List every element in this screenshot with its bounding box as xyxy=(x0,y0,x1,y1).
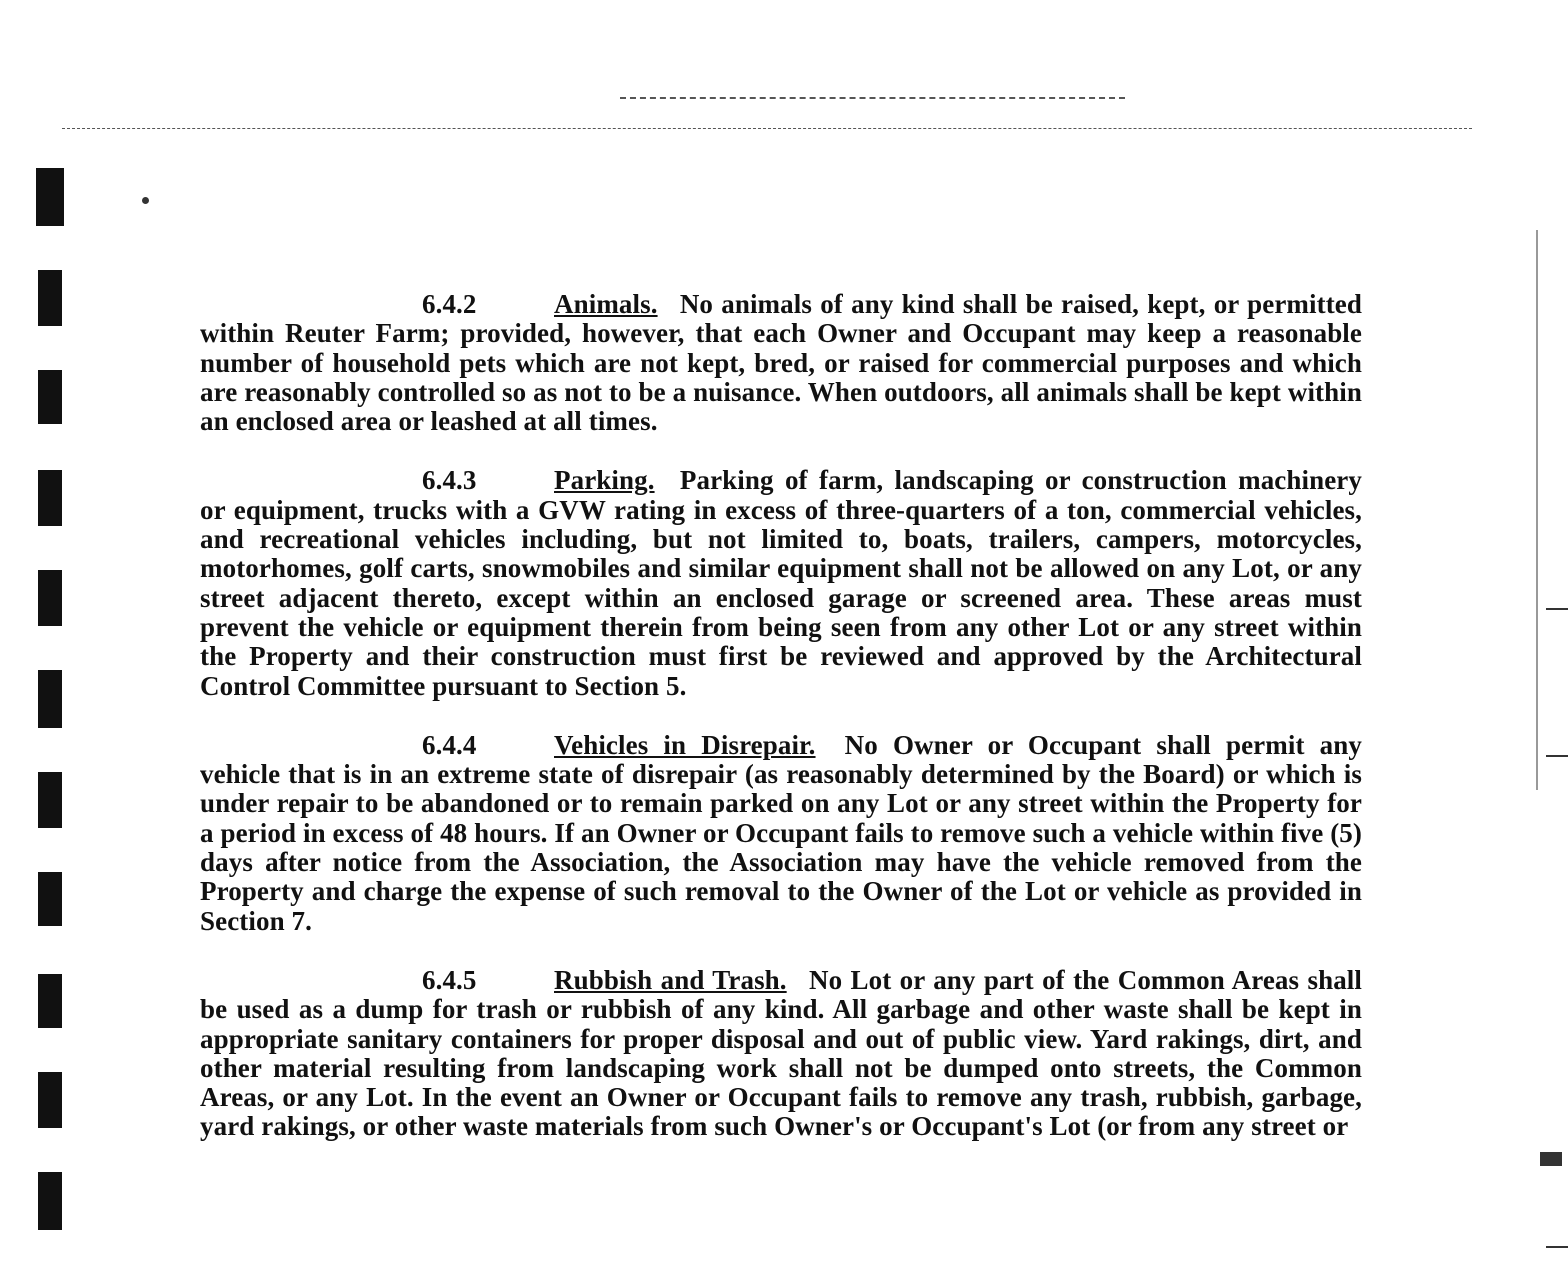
binding-mark xyxy=(38,370,62,424)
scan-top-line xyxy=(620,97,1125,99)
section-text: Parking of farm, landscaping or construction machinery or equipment, trucks with a GVW rating in excess of three-quarters of a ton, commercial vehicles, and recreational vehicles including, but not limited to, boats, trailers, campers, motorcycles, motorhomes, golf carts, snowmobiles and similar equipment shall not be allowed on any Lot, or any street adjacent thereto, except within an enclosed garage or screened area. These areas must prevent the vehicle or equipment therein from being seen from any other Lot or any street within the Property and their construction must first be reviewed and approved by the Architectural Control Committee pursuant to Section 5. xyxy=(200,465,1362,701)
section-text: No animals of any kind shall be raised, kept, or permitted within Reuter Farm; provided, however, that each Owner and Occupant may keep a reasonable number of household pets which are not kept, bred, or raised for commercial purposes and which are reasonably controlled so as not to be a nuisance. When outdoors, all animals shall be kept within an enclosed area or leashed at all times. xyxy=(200,289,1362,437)
binding-mark xyxy=(38,772,62,828)
right-edge-mark xyxy=(1540,1152,1562,1166)
binding-mark xyxy=(36,168,64,226)
binding-mark xyxy=(38,270,62,326)
speck xyxy=(142,197,149,204)
binding-mark xyxy=(38,570,62,626)
binding-mark xyxy=(38,974,62,1028)
binding-mark xyxy=(38,1172,62,1230)
section-6-4-2 xyxy=(200,290,1362,436)
section-title: Rubbish and Trash. xyxy=(554,964,787,995)
scan-header-line xyxy=(62,128,1472,129)
section-number: 6.4.5 xyxy=(422,964,477,995)
section-title: Animals. xyxy=(554,289,658,319)
section-6-4-3 xyxy=(200,466,1362,700)
section-number: 6.4.3 xyxy=(422,465,477,496)
section-6-4-4 xyxy=(200,731,1362,936)
section-text: No Lot or any part of the Common Areas shall be used as a dump for trash or rubbish of any kind. All garbage and other waste shall be kept in appropriate sanitary containers for proper disposal and out of public view. Yard rakings, dirt, and other material resulting from landscaping work shall not be dumped onto streets, the Common Areas, or any Lot. In the event an Owner or Occupant fails to remove any trash, rubbish, garbage, yard rakings, or other waste materials from such Owner's or Occupant's Lot (or from any street or xyxy=(200,964,1363,1142)
section-title: Vehicles in Disrepair. xyxy=(554,729,816,760)
right-edge-mark xyxy=(1536,230,1538,790)
binding-mark xyxy=(38,670,62,728)
section-6-4-5 xyxy=(200,966,1362,1142)
right-edge-mark xyxy=(1546,608,1568,610)
section-number: 6.4.2 xyxy=(422,289,477,319)
right-edge-mark xyxy=(1546,1246,1568,1248)
binding-mark xyxy=(38,1072,62,1128)
binding-mark xyxy=(38,470,62,526)
section-title: Parking. xyxy=(554,465,655,496)
right-edge-mark xyxy=(1546,755,1568,757)
document-body xyxy=(200,290,1362,1172)
binding-mark xyxy=(38,872,62,926)
section-text: No Owner or Occupant shall permit any vehicle that is in an extreme state of disrepair (as reasonably determined by the Board) or which is under repair to be abandoned or to remain parked on any Lot or any street within the Property for a period in excess of 48 hours. If an Owner or Occupant fails to remove such a vehicle within five (5) days after notice from the Association, the Association may have the vehicle removed from the Property and charge the expense of such removal to the Owner of the Lot or vehicle as provided in Section 7. xyxy=(200,729,1362,936)
section-number: 6.4.4 xyxy=(422,729,477,760)
